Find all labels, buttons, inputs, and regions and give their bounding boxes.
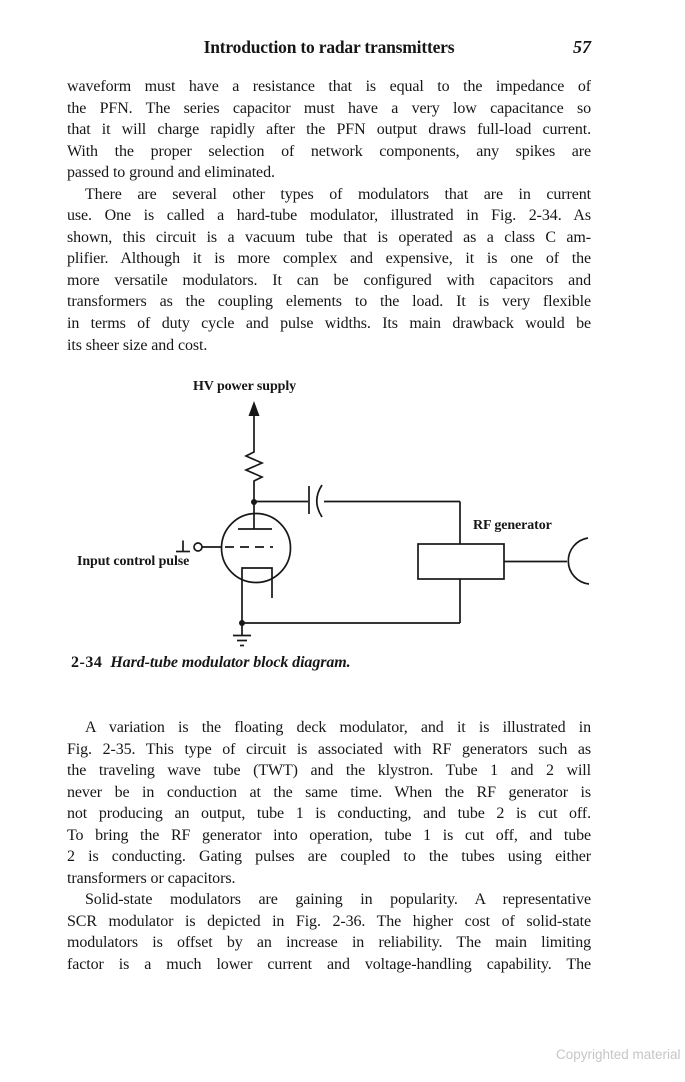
text-line: its sheer size and cost. [67, 336, 208, 354]
text-line: waveform must have a resistance that is equal to the impedance of [67, 78, 591, 95]
text-line: not producing an output, tube 1 is conducting, and tube 2 is cut off. [67, 805, 591, 823]
text-line: Solid-state modulators are gaining in popularity. A representative [85, 891, 591, 909]
copyright-watermark: Copyrighted material [556, 1047, 681, 1062]
text-line: passed to ground and eliminated. [67, 164, 275, 182]
paragraph [67, 717, 591, 889]
text-line: in terms of duty cycle and pulse widths. Its main drawback would be [67, 315, 591, 333]
resistor-symbol [246, 448, 262, 502]
text-line: use. One is called a hard-tube modulator, illustrated in Fig. 2-34. As [67, 207, 591, 225]
text-line: There are several other types of modulators that are in current [85, 185, 591, 203]
body-text-top [67, 76, 591, 356]
running-title: Introduction to radar transmitters [203, 37, 455, 57]
text-line: that it will charge rapidly after the PFN output draws full-load current. [67, 121, 591, 139]
paragraph [67, 889, 591, 975]
figure-label-hv-power-supply: HV power supply [193, 379, 297, 394]
text-line: the traveling wave tube (TWT) and the klystron. Tube 1 and 2 will [67, 762, 591, 780]
figure-label-input-control-pulse: Input control pulse [77, 554, 190, 569]
text-line: plifier. Although it is more complex and expensive, it is one of the [67, 250, 591, 268]
text-line: modulators is offset by an increase in reliability. The main limiting [67, 934, 591, 952]
page-header [67, 37, 591, 59]
paragraph [67, 76, 591, 184]
text-line: With the proper selection of network components, any spikes are [67, 142, 591, 160]
text-line: never be in conduction at the same time. When the RF generator is [67, 783, 591, 801]
body-text-bottom [67, 717, 591, 976]
capacitor-curved-plate [317, 485, 322, 517]
rf-generator-box [418, 544, 504, 579]
figure-label-rf-generator: RF generator [473, 518, 552, 533]
figure-number: 2-34 [71, 654, 103, 671]
figure-caption-text: Hard-tube modulator block diagram. [110, 654, 351, 671]
tube-cathode [242, 568, 272, 623]
text-line: A variation is the floating deck modulator, and it is illustrated in [85, 719, 591, 736]
text-line: shown, this circuit is a vacuum tube that is operated as a class C am- [67, 228, 591, 246]
page-number: 57 [573, 37, 591, 57]
figure-caption [71, 654, 351, 672]
text-line: To bring the RF generator into operation, tube 1 is cut off, and tube [67, 826, 591, 844]
text-line: transformers or capacitors. [67, 869, 236, 887]
hard-tube-modulator-diagram [0, 370, 685, 660]
input-terminal [194, 543, 202, 551]
text-line: Fig. 2-35. This type of circuit is associated with RF generators such as [67, 740, 591, 758]
text-line: the PFN. The series capacitor must have a very low capacitance so [67, 99, 591, 117]
text-line: more versatile modulators. It can be configured with capacitors and [67, 271, 591, 289]
text-line: 2 is conducting. Gating pulses are coupled to the tubes using either [67, 848, 591, 866]
vacuum-tube-symbol [222, 514, 291, 583]
antenna-horn-symbol [568, 538, 589, 584]
text-line: factor is a much lower current and voltage-handling capability. The [67, 956, 591, 974]
paragraph [67, 184, 591, 356]
text-line: transformers as the coupling elements to the load. It is very flexible [67, 293, 591, 311]
text-line: SCR modulator is depicted in Fig. 2-36. The higher cost of solid-state [67, 912, 591, 930]
